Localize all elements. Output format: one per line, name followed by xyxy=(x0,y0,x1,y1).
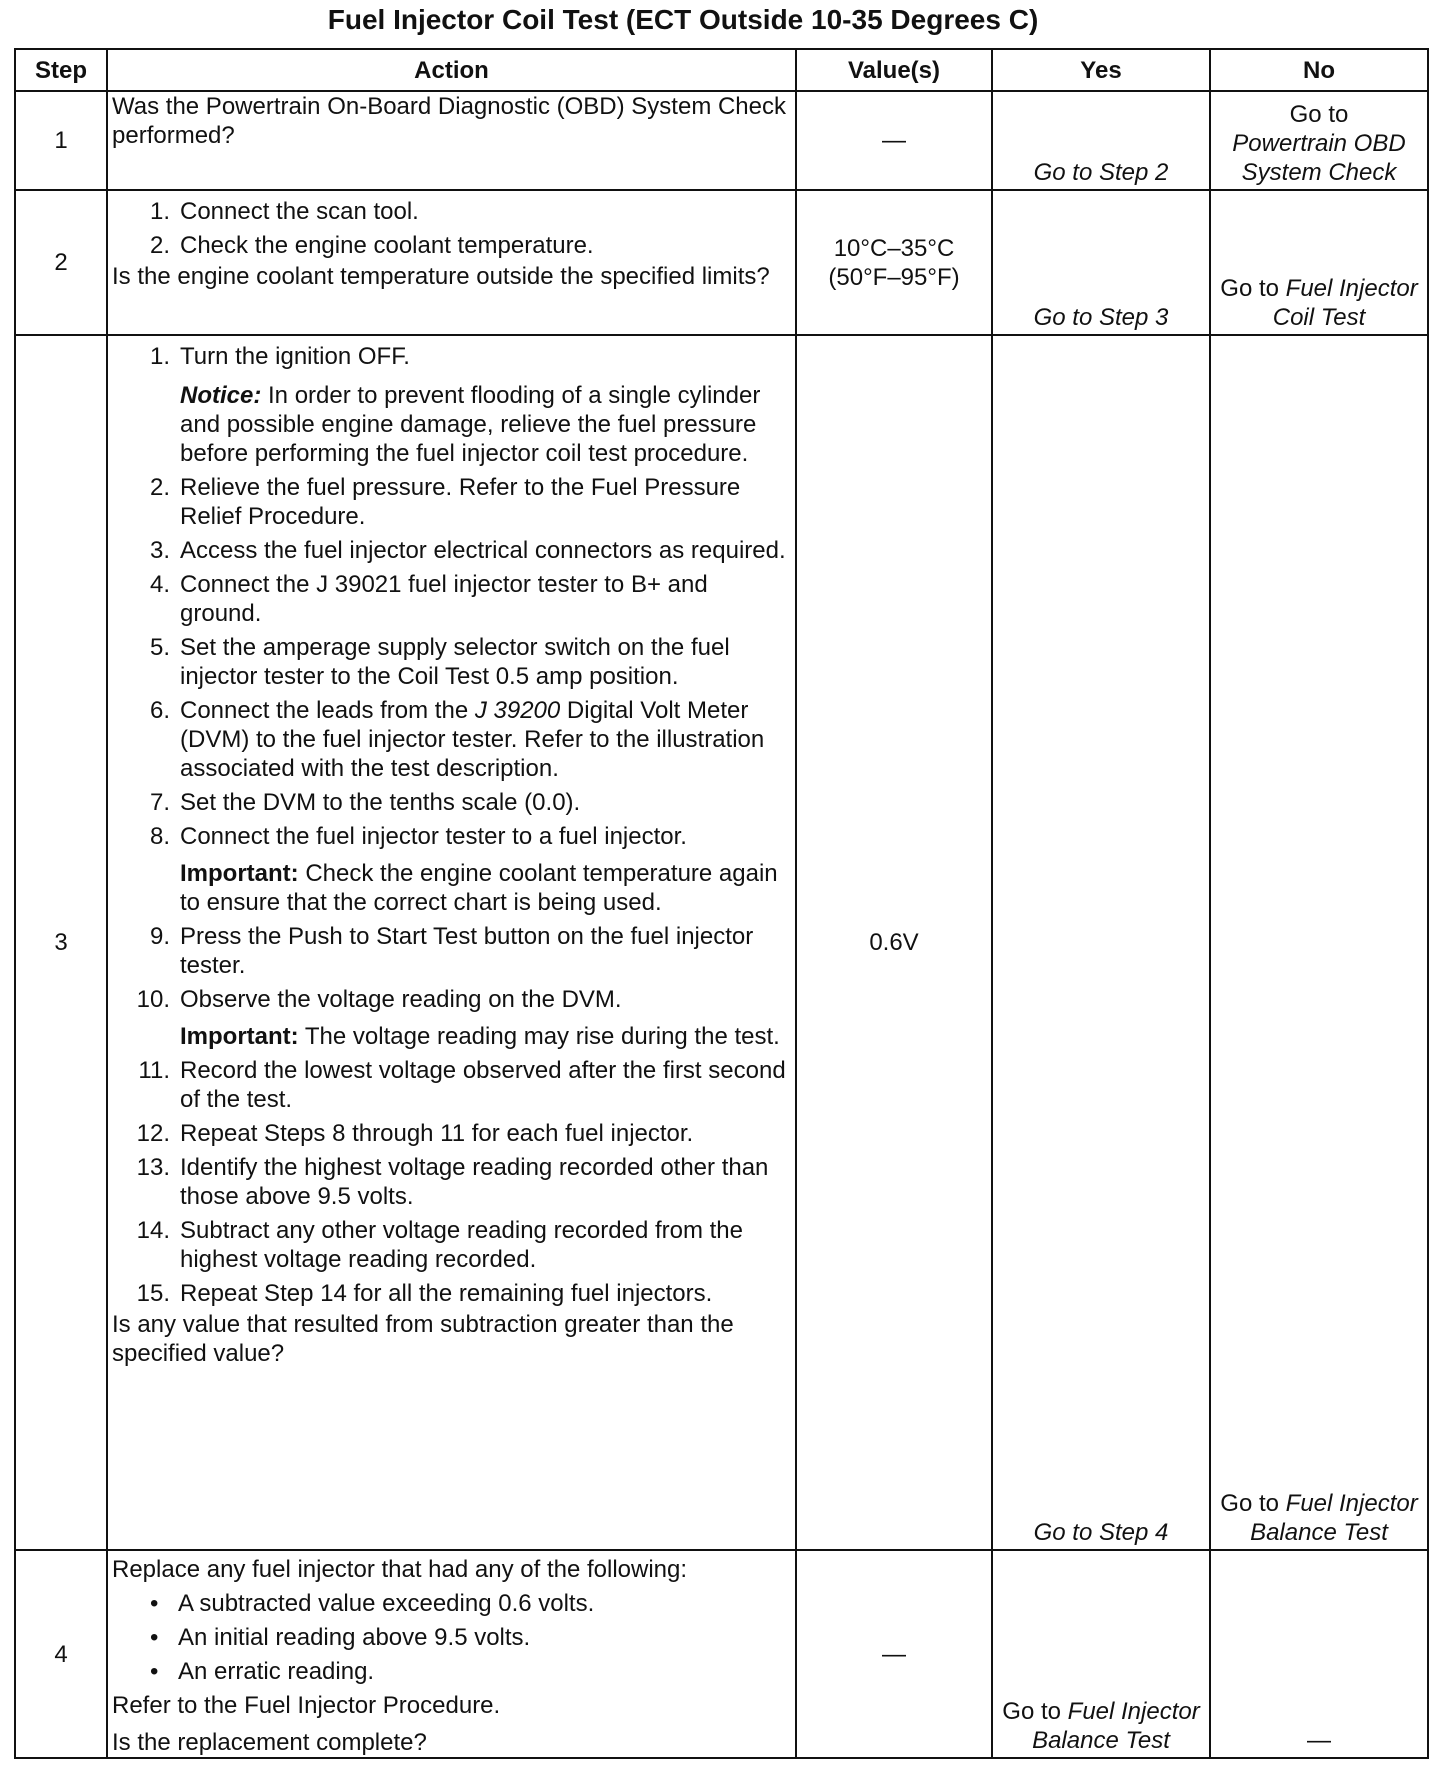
action-item: 8. Connect the fuel injector tester to a fuel injector. xyxy=(149,823,687,850)
bullet-item: • An erratic reading. xyxy=(150,1658,375,1685)
action-item: 13. Identify the highest voltage reading recorded other than those above 9.5 volts. xyxy=(136,1154,769,1210)
table-row-step-3 xyxy=(15,335,1428,1550)
action-intro: Replace any fuel injector that had any of the following: xyxy=(112,1556,688,1583)
no-cell xyxy=(1210,91,1428,190)
important-note: Important: Check the engine coolant temperature again to ensure that the correct chart is being used. xyxy=(180,860,778,916)
header-action: Action xyxy=(107,49,796,91)
no-cell xyxy=(1210,335,1428,1550)
step-number: 2 xyxy=(15,190,107,335)
step-number: 3 xyxy=(15,335,107,1550)
bullet-item: • An initial reading above 9.5 volts. xyxy=(150,1624,531,1651)
yes-link: Fuel Injector Balance Test xyxy=(1032,1698,1200,1754)
table-row-step-1 xyxy=(15,91,1428,190)
no-prefix: Go to xyxy=(1220,1490,1279,1517)
action-item: 12. Repeat Steps 8 through 11 for each fuel injector. xyxy=(136,1120,694,1147)
action-cell xyxy=(107,335,796,1550)
action-text: Was the Powertrain On-Board Diagnostic (OBD) System Check performed? xyxy=(112,93,787,149)
action-item: 1. Connect the scan tool. xyxy=(149,198,419,225)
action-item: 14. Subtract any other voltage reading recorded from the highest voltage reading recorded. xyxy=(136,1217,743,1273)
tool-number: J 39200 xyxy=(474,697,561,724)
action-question: Is the replacement complete? xyxy=(112,1729,427,1756)
notice-note: Notice: In order to prevent flooding of a single cylinder and possible engine damage, relieve the fuel pressure before performing the fuel injector coil test procedure. xyxy=(180,382,761,467)
action-question: Is the engine coolant temperature outside the specified limits? xyxy=(112,263,770,290)
action-item: 1. Turn the ignition OFF. xyxy=(149,343,410,370)
no-link: Fuel Injector Balance Test xyxy=(1250,1490,1418,1546)
header-no: No xyxy=(1210,49,1428,91)
action-item: 2. Relieve the fuel pressure. Refer to the Fuel Pressure Relief Procedure. xyxy=(149,474,741,530)
action-item: 15. Repeat Step 14 for all the remaining fuel injectors. xyxy=(136,1280,713,1307)
value-celsius: 10°C–35°C xyxy=(833,234,955,262)
yes-cell: Go to Step 3 xyxy=(992,190,1210,335)
action-item: 11. Record the lowest voltage observed after the first second of the test. xyxy=(138,1057,786,1113)
action-item: 2. Check the engine coolant temperature. xyxy=(149,232,594,259)
yes-prefix: Go to xyxy=(1002,1698,1061,1725)
table-row-step-2 xyxy=(15,190,1428,335)
action-item: 10. Observe the voltage reading on the DVM. xyxy=(136,986,622,1013)
action-refer: Refer to the Fuel Injector Procedure. xyxy=(112,1692,501,1719)
diagnostic-table xyxy=(14,48,1429,1759)
no-cell xyxy=(1210,190,1428,335)
no-prefix: Go to xyxy=(1220,275,1279,302)
value-cell: — xyxy=(796,1550,992,1758)
no-link: Powertrain OBD System Check xyxy=(1232,130,1406,186)
important-note: Important: The voltage reading may rise during the test. xyxy=(180,1023,780,1050)
action-item: 5. Set the amperage supply selector switch on the fuel injector tester to the Coil Test 0.5 amp position. xyxy=(149,634,730,690)
header-row xyxy=(15,49,1428,91)
value-fahrenheit: (50°F–95°F) xyxy=(828,263,960,291)
value-cell xyxy=(796,190,992,335)
action-item: 4. Connect the J 39021 fuel injector tester to B+ and ground. xyxy=(149,571,708,627)
bullet-item: • A subtracted value exceeding 0.6 volts. xyxy=(150,1590,595,1617)
page-title: Fuel Injector Coil Test (ECT Outside 10-35 Degrees C) xyxy=(327,4,1039,35)
action-cell xyxy=(107,1550,796,1758)
action-question: Is any value that resulted from subtraction greater than the specified value? xyxy=(112,1311,734,1367)
yes-cell xyxy=(992,1550,1210,1758)
yes-cell: Go to Step 2 xyxy=(992,91,1210,190)
header-values: Value(s) xyxy=(796,49,992,91)
action-item: 9. Press the Push to Start Test button on the fuel injector tester. xyxy=(149,923,754,979)
action-cell xyxy=(107,91,796,190)
action-cell xyxy=(107,190,796,335)
no-cell: — xyxy=(1210,1550,1428,1758)
step-number: 4 xyxy=(15,1550,107,1758)
value-cell: 0.6V xyxy=(796,335,992,1550)
action-item: 6. Connect the leads from the J 39200 Digital Volt Meter (DVM) to the fuel injector tester. Refer to the illustration associated with the test description. xyxy=(149,697,765,782)
value-cell: — xyxy=(796,91,992,190)
action-item: 7. Set the DVM to the tenths scale (0.0). xyxy=(149,789,581,816)
step-number: 1 xyxy=(15,91,107,190)
header-step: Step xyxy=(15,49,107,91)
no-link: Fuel Injector Coil Test xyxy=(1272,275,1418,331)
yes-cell: Go to Step 4 xyxy=(992,335,1210,1550)
no-prefix: Go to xyxy=(1289,101,1349,128)
action-item: 3. Access the fuel injector electrical connectors as required. xyxy=(149,537,786,564)
header-yes: Yes xyxy=(992,49,1210,91)
table-row-step-4 xyxy=(15,1550,1428,1758)
